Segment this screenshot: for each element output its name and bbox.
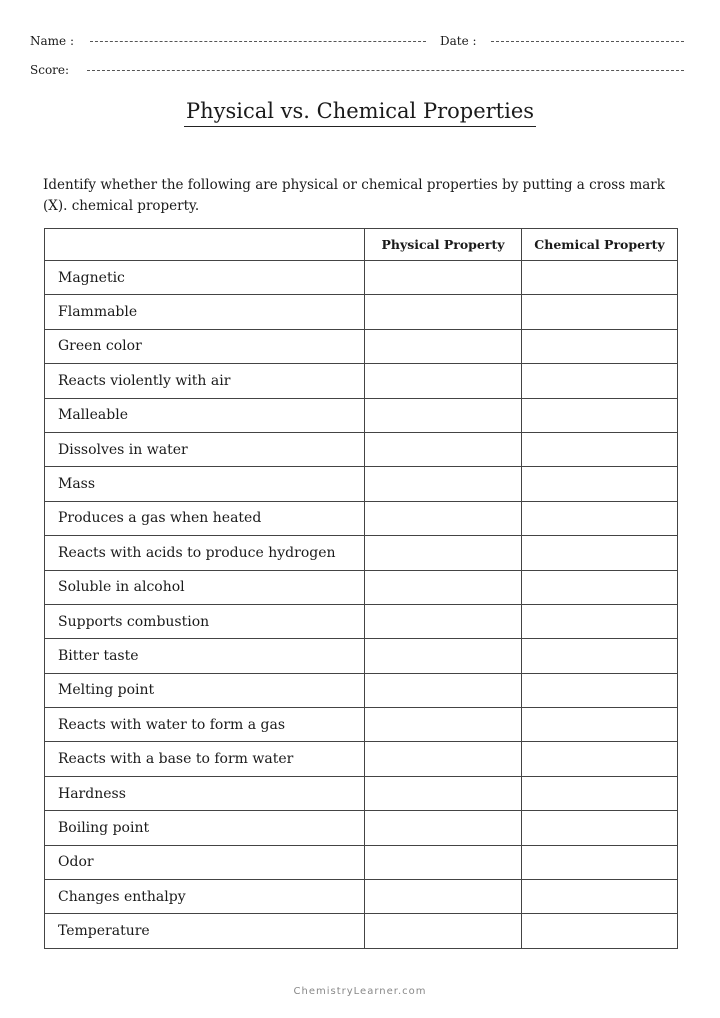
header-physical-property: Physical Property [365,229,522,261]
table-row [45,811,678,845]
property-name: Bitter taste [45,639,365,673]
worksheet-title-wrap [0,98,720,127]
chemical-property-cell[interactable] [522,639,678,673]
table-row [45,776,678,810]
property-name: Boiling point [45,811,365,845]
property-name: Reacts with water to form a gas [45,708,365,742]
footer-site: ChemistryLearner.com [293,986,427,997]
chemical-property-cell[interactable] [522,708,678,742]
chemical-property-cell[interactable] [522,673,678,707]
chemical-property-cell[interactable] [522,742,678,776]
property-name: Soluble in alcohol [45,570,365,604]
physical-property-cell[interactable] [365,604,522,638]
property-name: Reacts with a base to form water [45,742,365,776]
chemical-property-cell[interactable] [522,845,678,879]
chemical-property-cell[interactable] [522,570,678,604]
property-name: Hardness [45,776,365,810]
name-date-row [30,34,690,48]
table-row [45,398,678,432]
table-row [45,604,678,638]
chemical-property-cell[interactable] [522,432,678,466]
chemical-property-cell[interactable] [522,295,678,329]
property-name: Changes enthalpy [45,880,365,914]
chemical-property-cell[interactable] [522,364,678,398]
table-body [45,261,678,949]
table-row [45,467,678,501]
score-row [30,63,690,77]
table-row [45,501,678,535]
property-name: Reacts with acids to produce hydrogen [45,536,365,570]
chemical-property-cell[interactable] [522,536,678,570]
table-row [45,329,678,363]
properties-table [44,228,678,949]
table-row [45,880,678,914]
table-row [45,845,678,879]
property-name: Green color [45,329,365,363]
property-name: Temperature [45,914,365,948]
property-name: Malleable [45,398,365,432]
chemical-property-cell[interactable] [522,776,678,810]
physical-property-cell[interactable] [365,364,522,398]
property-name: Mass [45,467,365,501]
table-row [45,261,678,295]
property-name: Reacts violently with air [45,364,365,398]
chemical-property-cell[interactable] [522,880,678,914]
table-row [45,639,678,673]
chemical-property-cell[interactable] [522,329,678,363]
physical-property-cell[interactable] [365,811,522,845]
table-row [45,570,678,604]
physical-property-cell[interactable] [365,570,522,604]
physical-property-cell[interactable] [365,398,522,432]
physical-property-cell[interactable] [365,467,522,501]
instructions-text: Identify whether the following are physical or chemical properties by putting a cross mark (X). chemical property. [43,177,665,214]
header-chemical-property: Chemical Property [522,229,678,261]
physical-property-cell[interactable] [365,501,522,535]
name-field[interactable] [90,41,426,42]
chemical-property-cell[interactable] [522,914,678,948]
chemical-property-cell[interactable] [522,604,678,638]
worksheet-title: Physical vs. Chemical Properties [184,98,536,127]
table-row [45,432,678,466]
property-name: Melting point [45,673,365,707]
physical-property-cell[interactable] [365,776,522,810]
table-header-row [45,229,678,261]
chemical-property-cell[interactable] [522,398,678,432]
chemical-property-cell[interactable] [522,467,678,501]
table-row [45,742,678,776]
physical-property-cell[interactable] [365,639,522,673]
table-row [45,708,678,742]
physical-property-cell[interactable] [365,914,522,948]
physical-property-cell[interactable] [365,295,522,329]
physical-property-cell[interactable] [365,673,522,707]
physical-property-cell[interactable] [365,261,522,295]
physical-property-cell[interactable] [365,329,522,363]
physical-property-cell[interactable] [365,742,522,776]
physical-property-cell[interactable] [365,432,522,466]
header-property [45,229,365,261]
property-name: Supports combustion [45,604,365,638]
property-name: Magnetic [45,261,365,295]
table-row [45,673,678,707]
table-row [45,536,678,570]
chemical-property-cell[interactable] [522,811,678,845]
physical-property-cell[interactable] [365,880,522,914]
chemical-property-cell[interactable] [522,261,678,295]
property-name: Produces a gas when heated [45,501,365,535]
table-row [45,295,678,329]
score-field[interactable] [87,70,684,71]
table-row [45,914,678,948]
property-name: Flammable [45,295,365,329]
property-name: Dissolves in water [45,432,365,466]
physical-property-cell[interactable] [365,845,522,879]
physical-property-cell[interactable] [365,708,522,742]
property-name: Odor [45,845,365,879]
physical-property-cell[interactable] [365,536,522,570]
name-label: Name : [30,34,74,48]
score-label: Score: [30,63,70,77]
chemical-property-cell[interactable] [522,501,678,535]
date-field[interactable] [491,41,684,42]
table-row [45,364,678,398]
date-label: Date : [440,34,477,48]
